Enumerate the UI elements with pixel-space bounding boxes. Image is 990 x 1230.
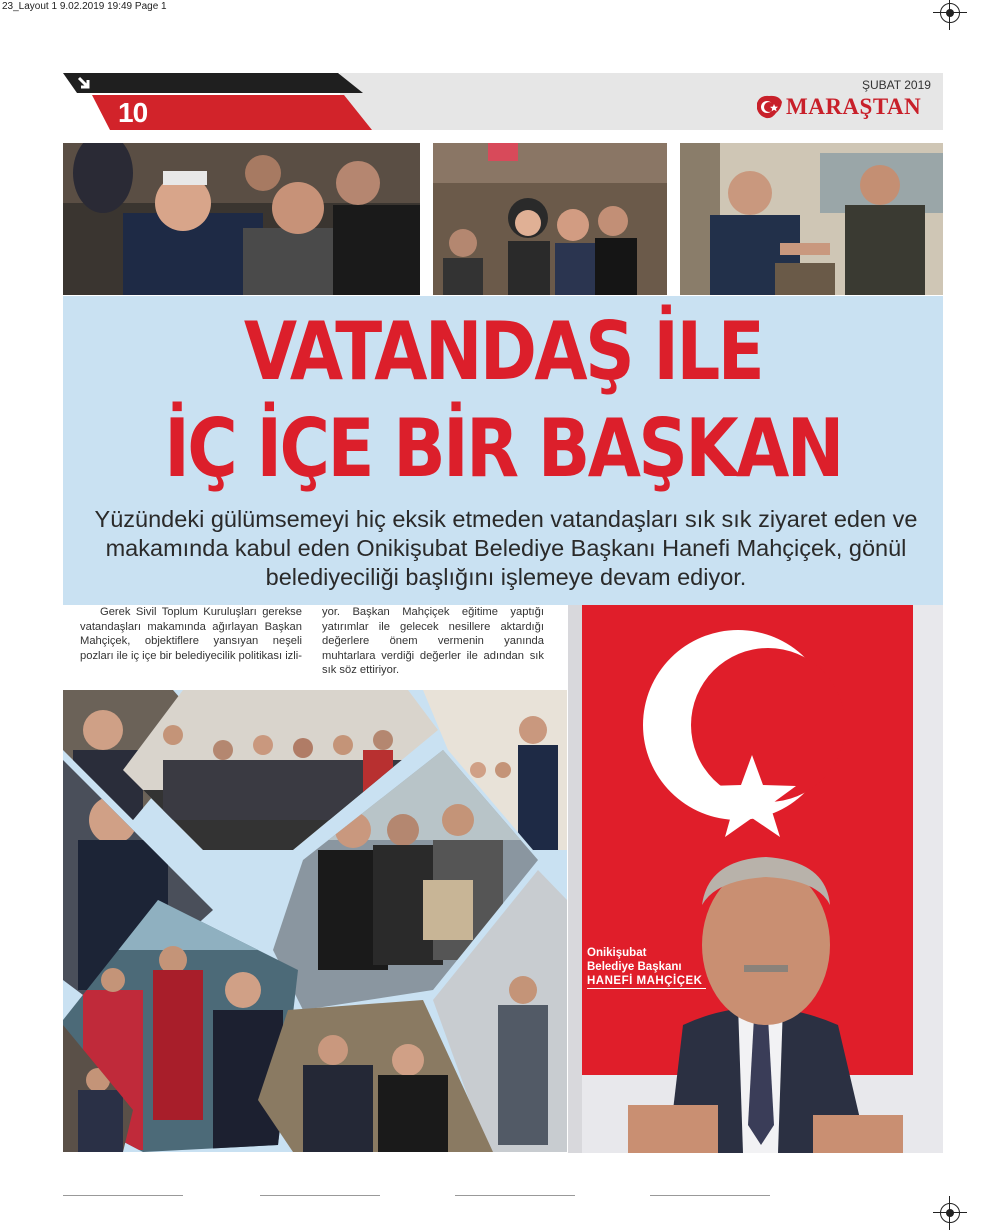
brand-logo <box>754 92 921 122</box>
body-column-2: yor. Başkan Mahçiçek eğitime yaptığı yatırımlar ile gelecek nesillere aktardığı değerlere önem vermenin yanında muhtarlara verdiği değerler ile adından sık sık söz ettiriyor. <box>322 606 544 677</box>
photo-mayor-portrait <box>568 605 943 1153</box>
page-number: 10 <box>118 97 148 128</box>
caption-line-2: Belediye Başkanı <box>587 961 682 973</box>
photo-caption <box>587 946 706 989</box>
turkish-flag-icon <box>568 605 943 1153</box>
crescent-map-icon <box>754 93 784 121</box>
header-dark-bar <box>63 73 363 93</box>
issue-date: ŞUBAT 2019 <box>862 78 931 92</box>
registration-mark-icon <box>940 1203 960 1223</box>
brand-name: MARAŞTAN <box>786 94 922 119</box>
photo-handshake <box>680 143 943 295</box>
crop-line <box>650 1195 770 1196</box>
photo-selfie <box>433 143 667 295</box>
crop-line <box>455 1195 575 1196</box>
registration-mark-icon <box>940 3 960 23</box>
lead-paragraph: Yüzündeki gülümsemeyi hiç eksik etmeden vatandaşları sık sık ziyaret eden ve makamında kabul eden Onikişubat Belediye Başkanı Hanefi Mahçiçek, gönül belediyeciliği başlığını işlemeye devam ediyor. <box>94 506 918 590</box>
caption-name: HANEFİ MAHÇİÇEK <box>587 974 706 989</box>
photo-mayor-greeting <box>63 143 420 295</box>
headline-line-1: VATANDAŞ İLE <box>243 305 763 398</box>
print-slug: 23_Layout 1 9.02.2019 19:49 Page 1 <box>2 1 167 12</box>
photo-collage <box>63 690 567 1152</box>
crop-line <box>63 1195 183 1196</box>
body-column-1: Gerek Sivil Toplum Kuruluşları gerekse vatandaşları makamında ağırlayan Başkan Mahçiçek, objektiflere yansıyan neşeli pozları ile iç içe bir belediyecilik politikası izli- <box>80 606 302 662</box>
arrow-down-right-icon <box>76 75 92 91</box>
caption-line-1: Onikişubat <box>587 947 647 959</box>
crop-line <box>260 1195 380 1196</box>
headline-line-2: İÇ İÇE BİR BAŞKAN <box>164 402 842 495</box>
